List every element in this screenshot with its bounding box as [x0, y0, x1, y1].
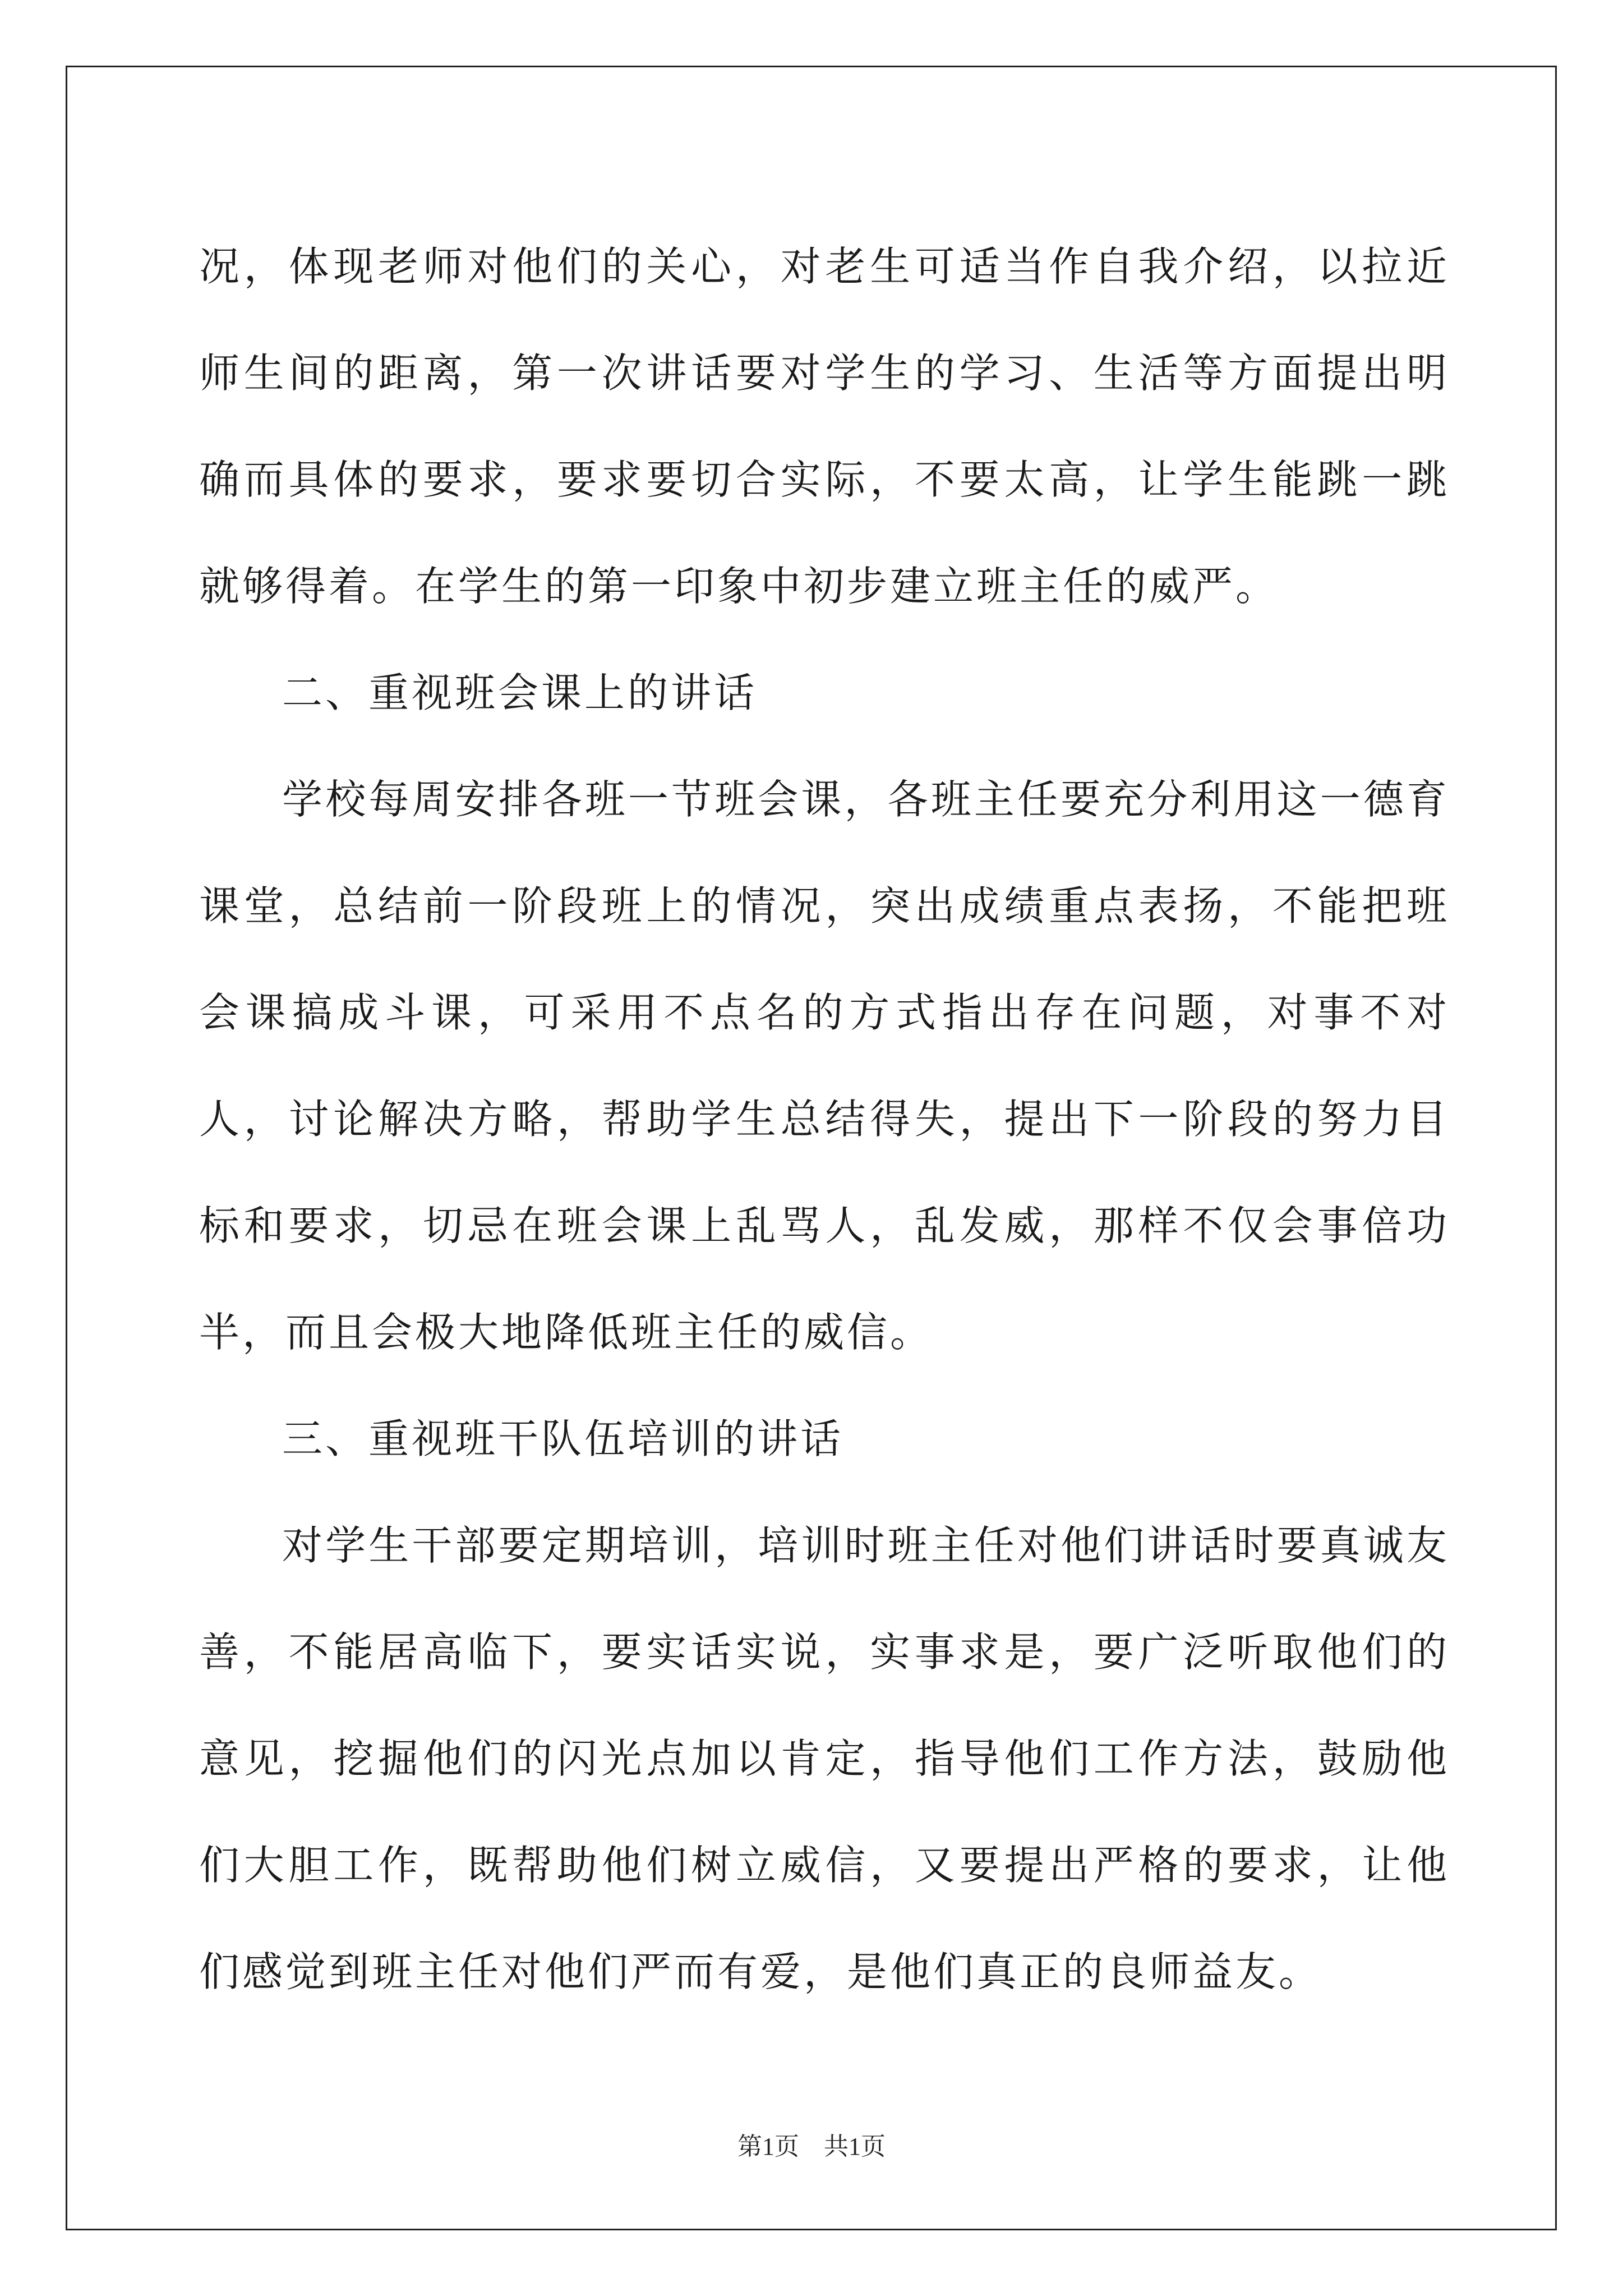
- page-number: 第1页 共1页: [737, 2133, 886, 2160]
- page-footer: [0, 2126, 1623, 2162]
- document-body: [199, 213, 1450, 2025]
- section-heading-2: 二、重视班会课上的讲话: [282, 669, 758, 716]
- section-heading-3: 三、重视班干队伍培训的讲话: [282, 1415, 844, 1462]
- paragraph-cadre-training: 对学生干部要定期培训，培训时班主任对他们讲话时要真诚友善，不能居高临下，要实话实说，实事求是，要广泛听取他们的意见，挖掘他们的闪光点加以肯定，指导他们工作方法，鼓励他们大胆工作，既帮助他们树立威信，又要提出严格的要求，让他们感觉到班主任对他们严而有爱，是他们真正的良师益友。: [199, 1522, 1450, 1995]
- paragraph-class-meeting: 学校每周安排各班一节班会课，各班主任要充分利用这一德育课堂，总结前一阶段班上的情况，突出成绩重点表扬，不能把班会课搞成斗课，可采用不点名的方式指出存在问题，对事不对人，讨论解决方略，帮助学生总结得失，提出下一阶段的努力目标和要求，切忌在班会课上乱骂人，乱发威，那样不仅会事倍功半，而且会极大地降低班主任的威信。: [199, 776, 1450, 1356]
- paragraph-continuation: 况，体现老师对他们的关心，对老生可适当作自我介绍，以拉近师生间的距离，第一次讲话要对学生的学习、生活等方面提出明确而具体的要求，要求要切合实际，不要太高，让学生能跳一跳就够得着。在学生的第一印象中初步建立班主任的威严。: [199, 243, 1450, 610]
